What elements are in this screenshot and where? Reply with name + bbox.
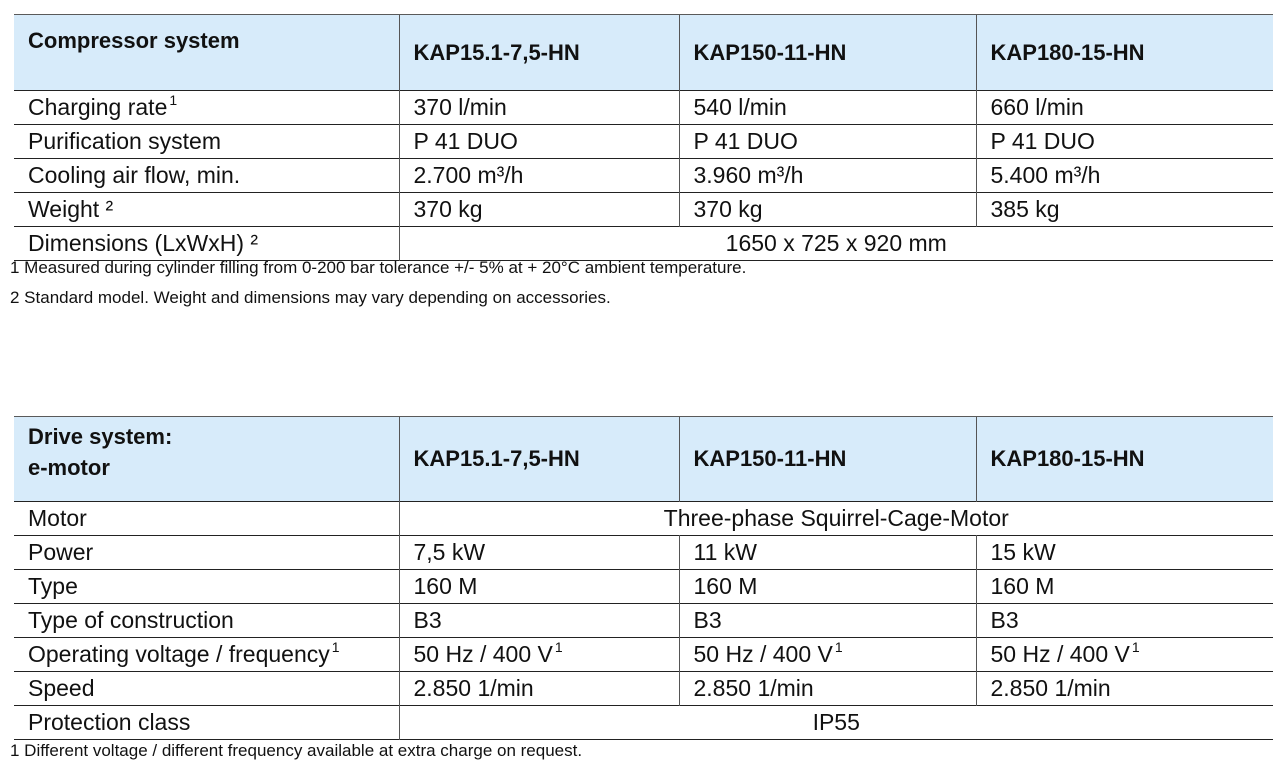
cell-value: B3 <box>976 604 1273 638</box>
cell-value: P 41 DUO <box>976 125 1273 159</box>
footnote-2: 2 Standard model. Weight and dimensions may vary depending on accessories. <box>10 288 611 307</box>
cell-value: 7,5 kW <box>399 536 679 570</box>
table-row <box>14 193 1273 227</box>
model-header: KAP180-15-HN <box>976 417 1273 502</box>
compressor-spec-table <box>14 14 1273 261</box>
footnote-ref: 1 <box>169 92 178 108</box>
model-header: KAP150-11-HN <box>679 417 976 502</box>
row-label: Weight ² <box>28 196 114 222</box>
footnote-ref: 1 <box>554 639 563 655</box>
cell-value: 370 kg <box>679 193 976 227</box>
row-label: Cooling air flow, min. <box>28 162 241 188</box>
cell-value: 50 Hz / 400 V $^1$ <box>679 638 976 672</box>
drive-heading: Drive system: e-motor <box>14 417 399 502</box>
cell-value: P 41 DUO <box>679 125 976 159</box>
cell-value: 50 Hz / 400 V $^1$ <box>399 638 679 672</box>
model-header: KAP15.1-7,5-HN <box>399 417 679 502</box>
cell-value: 160 M <box>399 570 679 604</box>
table-row <box>14 706 1273 740</box>
cell-value: 5.400 m³/h <box>976 159 1273 193</box>
model-header: KAP15.1-7,5-HN <box>399 15 679 91</box>
cell-value: 540 l/min <box>679 91 976 125</box>
cell-value: 11 kW <box>679 536 976 570</box>
table-row <box>14 125 1273 159</box>
dimensions-value: 1650 x 725 x 920 mm <box>399 227 1273 261</box>
row-label: Speed <box>28 675 95 701</box>
cell-value: 2.700 m³/h <box>399 159 679 193</box>
table-row <box>14 91 1273 125</box>
drive-spec-table <box>14 416 1273 740</box>
cell-value: 2.850 1/min <box>399 672 679 706</box>
cell-value: 2.850 1/min <box>976 672 1273 706</box>
row-label: Charging rate $^1$ <box>28 92 178 120</box>
table-row <box>14 638 1273 672</box>
footnote-ref: 1 <box>1131 639 1140 655</box>
motor-value: Three-phase Squirrel-Cage-Motor <box>399 502 1273 536</box>
cell-value: 15 kW <box>976 536 1273 570</box>
model-header: KAP150-11-HN <box>679 15 976 91</box>
footnote-1: 1 Measured during cylinder filling from 0-200 bar tolerance +/- 5% at + 20°C ambient temperature. <box>10 258 747 277</box>
table-row <box>14 536 1273 570</box>
table-row <box>14 227 1273 261</box>
table-row <box>14 570 1273 604</box>
cell-value: 160 M <box>679 570 976 604</box>
drive-header-row <box>14 417 1273 502</box>
row-label: Protection class <box>28 709 191 735</box>
cell-value: B3 <box>399 604 679 638</box>
table-row <box>14 604 1273 638</box>
cell-value: 385 kg <box>976 193 1273 227</box>
row-label: Power <box>28 539 94 565</box>
row-label: Motor <box>28 505 87 531</box>
row-label: Type <box>28 573 78 599</box>
compressor-heading: Compressor system <box>14 15 399 91</box>
cell-value: 2.850 1/min <box>679 672 976 706</box>
cell-value: 370 l/min <box>399 91 679 125</box>
table-row <box>14 502 1273 536</box>
cell-value: 50 Hz / 400 V $^1$ <box>976 638 1273 672</box>
cell-value: B3 <box>679 604 976 638</box>
footnote-ref: 1 <box>331 639 340 655</box>
table-row <box>14 159 1273 193</box>
table-row <box>14 672 1273 706</box>
cell-value: 370 kg <box>399 193 679 227</box>
protection-value: IP55 <box>399 706 1273 740</box>
row-label: Type of construction <box>28 607 234 633</box>
cell-value: 660 l/min <box>976 91 1273 125</box>
cell-value: 160 M <box>976 570 1273 604</box>
row-label: Purification system <box>28 128 222 154</box>
compressor-header-row <box>14 15 1273 91</box>
row-label: Operating voltage / frequency $^1$ <box>28 639 340 667</box>
footnote-ref: 1 <box>834 639 843 655</box>
row-label: Dimensions (LxWxH) ² <box>28 230 259 256</box>
model-header: KAP180-15-HN <box>976 15 1273 91</box>
footnote-drive: 1 Different voltage / different frequency available at extra charge on request. <box>10 741 583 760</box>
cell-value: P 41 DUO <box>399 125 679 159</box>
cell-value: 3.960 m³/h <box>679 159 976 193</box>
